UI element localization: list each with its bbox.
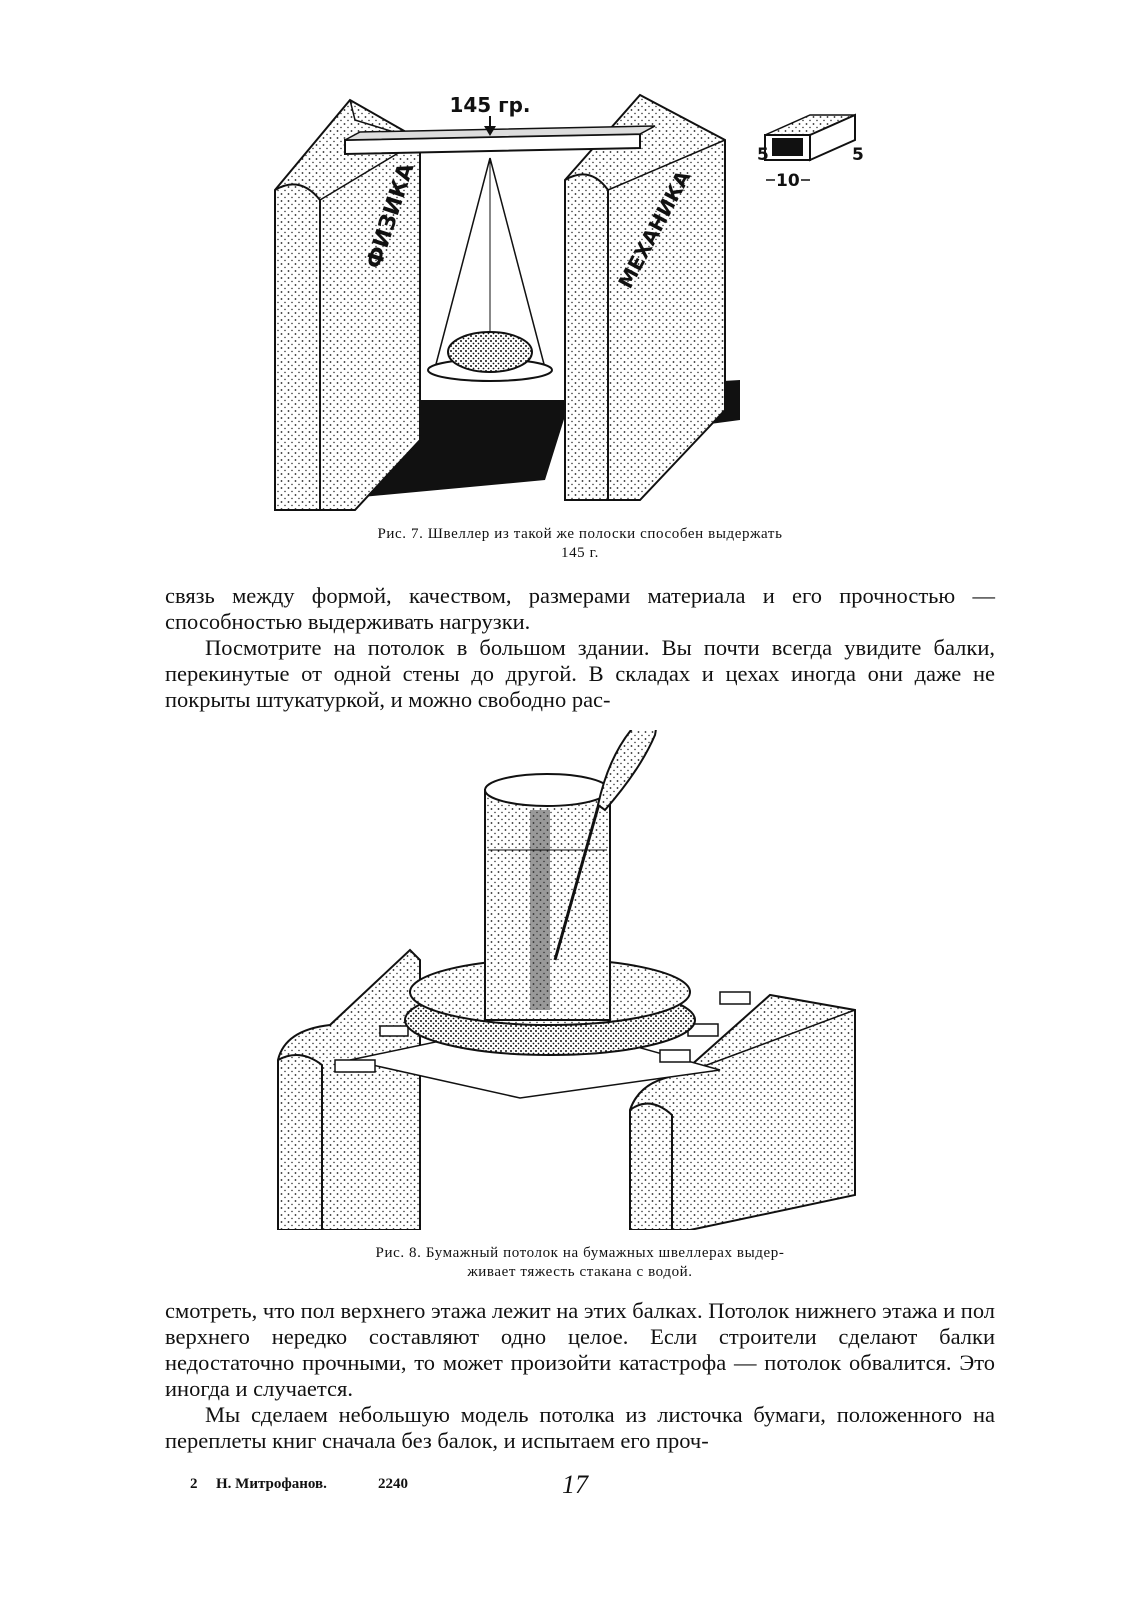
figure-8-illustration	[0, 730, 1140, 1230]
dim-height-left: 5	[757, 145, 769, 165]
right-book-title: МЕХАНИКА	[613, 166, 696, 293]
left-book	[275, 100, 420, 510]
dim-width: 10	[776, 171, 800, 191]
figure-7-illustration	[0, 80, 1140, 520]
caption-line: живает тяжесть стакана с водой.	[467, 1264, 693, 1280]
weight-pan	[428, 158, 552, 381]
caption-line: Рис. 7. Швеллер из такой же полоски способен выдержать	[377, 526, 783, 542]
caption-line: 145 г.	[560, 545, 600, 561]
dim-height-right: 5	[852, 145, 864, 165]
order-number: 2240	[378, 1476, 408, 1492]
author-name: Н. Митрофанов.	[216, 1476, 327, 1492]
caption-line: Рис. 8. Бумажный потолок на бумажных швеллерах выдер-	[375, 1245, 785, 1261]
right-book	[565, 95, 725, 500]
glass	[485, 774, 610, 1020]
figure-8	[0, 730, 1140, 1230]
left-book	[278, 950, 420, 1230]
channel-dimensions-inset	[757, 115, 864, 191]
page-number: 17	[562, 1470, 588, 1499]
figure-7-caption	[240, 525, 920, 563]
weight-label: 145 гр.	[449, 93, 531, 117]
body-text-top	[165, 583, 995, 713]
paragraph: Посмотрите на потолок в большом здании. Вы почти всегда увидите балки, перекинутые от одной стены до другой. В складах и цехах иногда они даже не покрыты штукатуркой, и можно свободно рас-	[165, 635, 995, 712]
page-footer	[190, 1470, 990, 1504]
paragraph: смотреть, что пол верхнего этажа лежит на этих балках. Потолок нижнего этажа и пол верхнего нередко составляют одно целое. Если строители сделают балки недостаточно прочными, то может произойти катастрофа — потолок обвалится. Это иногда и случается.	[165, 1298, 995, 1401]
signature-number: 2	[190, 1476, 198, 1492]
figure-7	[0, 80, 1140, 520]
paragraph: связь между формой, качеством, размерами материала и его прочностью — способностью выдерживать нагрузки.	[165, 583, 995, 634]
left-book-title: ФИЗИКА	[361, 160, 420, 272]
body-text-bottom	[165, 1298, 995, 1454]
paragraph: Мы сделаем небольшую модель потолка из листочка бумаги, положенного на переплеты книг сначала без балок, и испытаем его проч-	[165, 1402, 995, 1453]
figure-8-caption	[240, 1244, 920, 1282]
